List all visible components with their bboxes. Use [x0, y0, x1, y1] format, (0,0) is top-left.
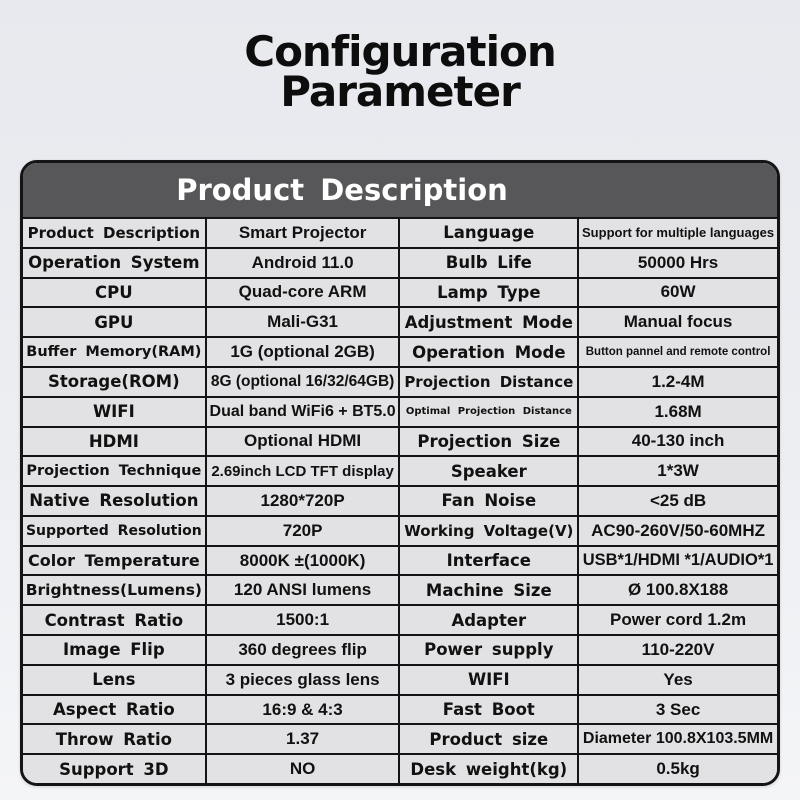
spec-value-left: [205, 574, 399, 604]
spec-label-right-text: Projection Distance: [404, 372, 574, 391]
spec-label-left-text: Image Flip: [63, 640, 165, 660]
spec-value-left: [205, 545, 399, 575]
spec-value-right-text: 1.2-4M: [651, 371, 705, 391]
spec-label-right-text: Language: [443, 223, 535, 243]
spec-value-left-text: 120 ANSI lumens: [233, 580, 372, 600]
spec-value-right-text: 0.5kg: [656, 759, 700, 779]
spec-value-right: [577, 515, 777, 545]
spec-label-left-text: Contrast Ratio: [44, 610, 184, 630]
spec-label-left-text: HDMI: [88, 431, 139, 451]
spec-label-right-text: Bulb Life: [445, 253, 532, 273]
spec-label-right: [398, 366, 577, 396]
spec-label-left-text: Operation System: [28, 253, 200, 273]
spec-value-right: [577, 664, 777, 694]
spec-value-right-text: Power cord 1.2m: [610, 610, 747, 630]
spec-label-right-text: Operation Mode: [412, 342, 566, 362]
spec-value-right-text: USB*1/HDMI *1/AUDIO*1: [582, 551, 774, 570]
spec-value-right-text: 60W: [660, 282, 696, 302]
spec-value-left-text: 2.69inch LCD TFT display: [211, 462, 394, 480]
spec-value-left-text: 16:9 & 4:3: [262, 699, 343, 719]
spec-label-left-text: Storage(ROM): [48, 372, 180, 392]
spec-value-right: [577, 634, 777, 664]
spec-value-right-text: 40-130 inch: [631, 431, 725, 451]
spec-value-left: [205, 634, 399, 664]
spec-label-left-text: Aspect Ratio: [52, 700, 175, 720]
spec-value-right: [577, 545, 777, 575]
spec-value-left-text: 8000K ±(1000K): [239, 550, 366, 570]
spec-label-right-text: Machine Size: [425, 580, 552, 600]
spec-label-left-text: Throw Ratio: [55, 729, 172, 749]
spec-label-left-text: Lens: [92, 670, 136, 690]
page-title: [0, 0, 800, 117]
spec-label-right-text: Product size: [429, 729, 549, 749]
spec-label-right-text: Optimal Projection Distance: [405, 406, 572, 418]
spec-value-right: [577, 485, 777, 515]
spec-label-right: [398, 217, 577, 247]
spec-value-left: [205, 277, 399, 307]
spec-label-left: [23, 455, 205, 485]
spec-value-right: [577, 574, 777, 604]
spec-value-right-text: Manual focus: [623, 312, 733, 332]
spec-label-left-text: Color Temperature: [27, 551, 200, 571]
spec-label-right-text: Lamp Type: [437, 282, 541, 302]
spec-label-left: [23, 515, 205, 545]
spec-label-right-text: Adapter: [451, 610, 527, 630]
spec-value-right: [577, 306, 777, 336]
spec-value-right: [577, 277, 777, 307]
spec-value-left-text: 1500:1: [276, 610, 330, 630]
spec-value-left-text: Optional HDMI: [244, 431, 362, 451]
spec-value-left: [205, 694, 399, 724]
spec-value-left: [205, 306, 399, 336]
spec-label-right: [398, 426, 577, 456]
spec-value-right: [577, 604, 777, 634]
spec-label-right-text: Adjustment Mode: [404, 312, 573, 332]
spec-value-right: [577, 426, 777, 456]
spec-label-right-text: Power supply: [424, 640, 554, 660]
spec-value-left: [205, 723, 399, 753]
spec-value-right-text: Support for multiple languages: [582, 225, 775, 241]
spec-label-left-text: Support 3D: [59, 759, 169, 779]
spec-label-left: [23, 574, 205, 604]
spec-label-left-text: Buffer Memory(RAM): [26, 344, 202, 361]
spec-value-left: [205, 664, 399, 694]
spec-label-left-text: CPU: [95, 282, 133, 302]
table-body: [23, 217, 777, 783]
spec-value-left: [205, 604, 399, 634]
spec-label-left: [23, 545, 205, 575]
spec-label-right: [398, 753, 577, 783]
spec-label-right: [398, 336, 577, 366]
spec-label-left: [23, 277, 205, 307]
spec-label-right: [398, 485, 577, 515]
spec-label-left: [23, 217, 205, 247]
spec-label-right: [398, 277, 577, 307]
spec-value-right-text: 50000 Hrs: [637, 252, 719, 272]
spec-value-right-text: 1.68M: [654, 401, 702, 421]
spec-label-right-text: Working Voltage(V): [404, 521, 574, 540]
spec-label-left-text: Product Description: [27, 223, 201, 242]
spec-label-left-text: Projection Technique: [26, 463, 202, 480]
spec-value-left-text: Smart Projector: [238, 222, 367, 242]
spec-label-left: [23, 366, 205, 396]
spec-label-left: [23, 604, 205, 634]
spec-label-right: [398, 694, 577, 724]
spec-label-right: [398, 634, 577, 664]
spec-label-right: [398, 455, 577, 485]
spec-value-right: [577, 694, 777, 724]
table-header-label: Product Description: [176, 173, 508, 207]
title-line-2: Parameter: [280, 67, 520, 117]
spec-value-left: [205, 217, 399, 247]
spec-value-right: [577, 247, 777, 277]
spec-value-left-text: Quad-core ARM: [238, 282, 367, 302]
spec-label-left: [23, 753, 205, 783]
spec-label-left: [23, 247, 205, 277]
spec-value-left: [205, 247, 399, 277]
spec-label-right: [398, 306, 577, 336]
spec-label-right: [398, 664, 577, 694]
table-header: [23, 163, 777, 217]
spec-value-right: [577, 336, 777, 366]
spec-value-left-text: 1G (optional 2GB): [230, 342, 375, 362]
spec-value-left-text: Mali-G31: [267, 312, 339, 332]
spec-label-left: [23, 485, 205, 515]
spec-label-left-text: GPU: [94, 312, 134, 332]
spec-label-right: [398, 515, 577, 545]
spec-value-right-text: 110-220V: [641, 639, 715, 659]
spec-label-right-text: Fast Boot: [442, 700, 535, 720]
spec-label-right: [398, 247, 577, 277]
spec-label-right: [398, 396, 577, 426]
spec-table: [20, 160, 780, 786]
spec-value-left: [205, 515, 399, 545]
spec-label-left: [23, 694, 205, 724]
spec-value-right-text: AC90-260V/50-60MHZ: [591, 520, 765, 540]
spec-label-left-text: WIFI: [92, 402, 135, 422]
spec-value-right: [577, 723, 777, 753]
spec-value-left: [205, 753, 399, 783]
spec-label-left-text: Brightness(Lumens): [25, 581, 203, 600]
spec-value-left: [205, 366, 399, 396]
spec-label-left: [23, 336, 205, 366]
spec-value-left: [205, 336, 399, 366]
spec-label-right-text: Desk weight(kg): [410, 759, 568, 779]
spec-value-left-text: 360 degrees flip: [238, 639, 367, 659]
spec-value-left: [205, 485, 399, 515]
spec-label-right-text: WIFI: [467, 670, 510, 690]
spec-label-left: [23, 634, 205, 664]
spec-value-left: [205, 455, 399, 485]
spec-value-left-text: Dual band WiFi6 + BT5.0: [209, 402, 396, 420]
spec-value-left-text: 1.37: [286, 729, 320, 749]
spec-value-right-text: Yes: [663, 669, 693, 689]
spec-label-right: [398, 604, 577, 634]
spec-value-right-text: Diameter 100.8X103.5MM: [582, 730, 774, 748]
spec-label-right-text: Interface: [446, 551, 531, 571]
spec-label-right: [398, 574, 577, 604]
spec-value-right: [577, 366, 777, 396]
spec-value-left-text: 1280*720P: [260, 490, 345, 510]
spec-label-left: [23, 396, 205, 426]
spec-label-right-text: Projection Size: [417, 431, 561, 451]
spec-value-right-text: Ø 100.8X188: [627, 580, 729, 600]
spec-value-left-text: Android 11.0: [251, 252, 354, 272]
spec-value-right: [577, 455, 777, 485]
spec-value-left-text: 3 pieces glass lens: [225, 669, 380, 689]
spec-label-left: [23, 723, 205, 753]
spec-label-left: [23, 306, 205, 336]
spec-label-right: [398, 545, 577, 575]
spec-value-left: [205, 396, 399, 426]
spec-label-left: [23, 664, 205, 694]
spec-value-left: [205, 426, 399, 456]
spec-value-right-text: 1*3W: [657, 461, 699, 481]
spec-label-left-text: Native Resolution: [29, 491, 199, 511]
spec-value-left-text: 720P: [282, 520, 323, 540]
spec-label-left-text: Supported Resolution: [25, 522, 202, 539]
spec-label-right-text: Fan Noise: [441, 491, 537, 511]
spec-value-right: [577, 217, 777, 247]
spec-value-right: [577, 753, 777, 783]
spec-value-left-text: NO: [289, 759, 316, 779]
spec-label-right-text: Speaker: [450, 461, 527, 481]
spec-value-right-text: <25 dB: [649, 490, 707, 510]
spec-value-right: [577, 396, 777, 426]
spec-value-right-text: 3 Sec: [655, 699, 701, 719]
spec-value-left-text: 8G (optional 16/32/64GB): [210, 372, 395, 390]
title-line-1: Configuration: [244, 27, 556, 76]
spec-label-right: [398, 723, 577, 753]
spec-label-left: [23, 426, 205, 456]
spec-value-right-text: Button pannel and remote control: [585, 346, 771, 359]
